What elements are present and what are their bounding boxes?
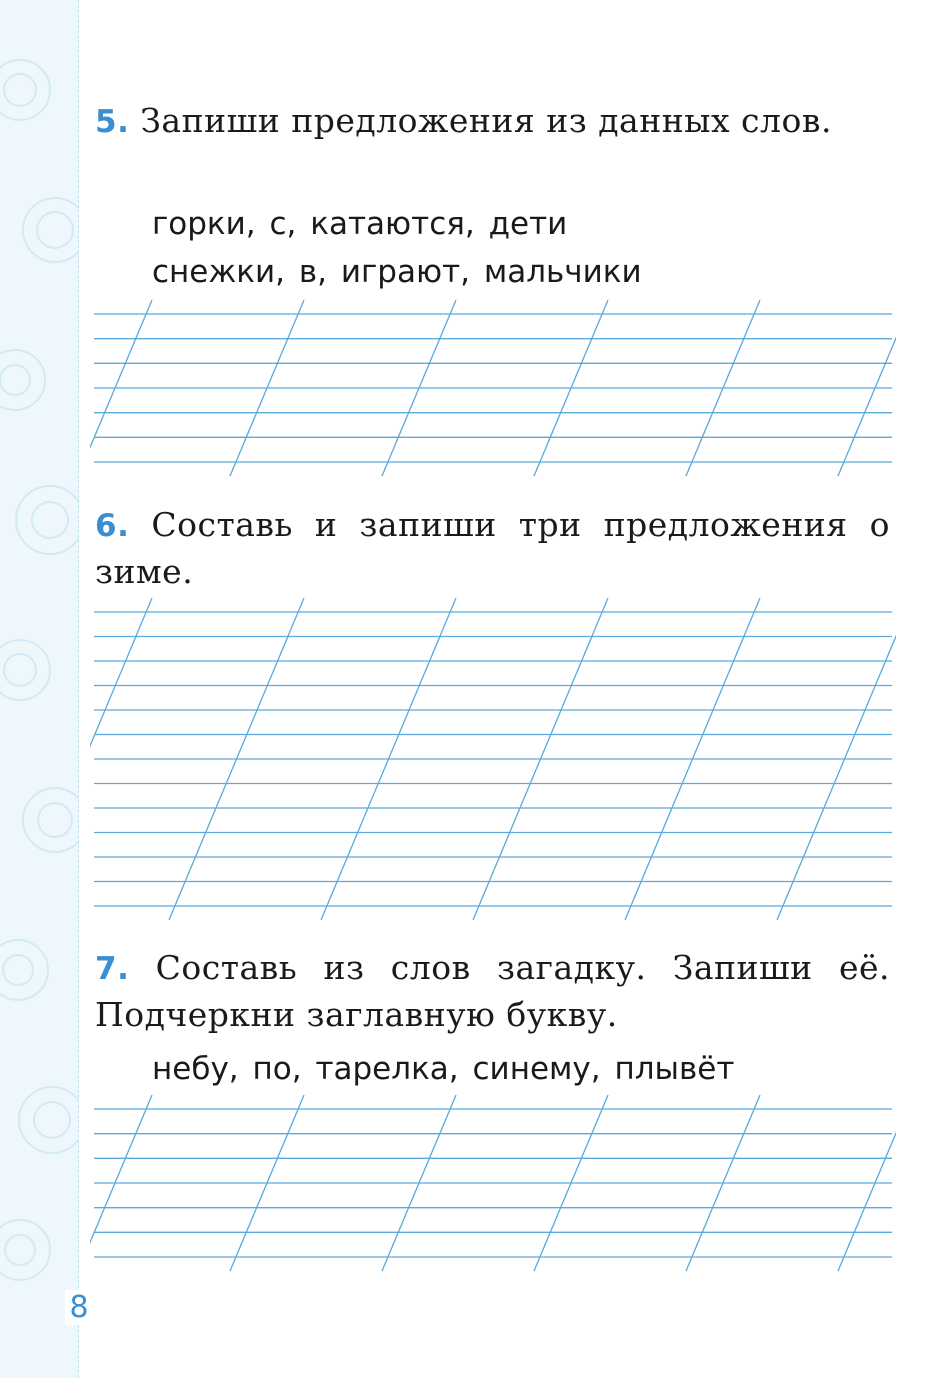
decorative-margin [0, 0, 79, 1378]
word-list [152, 200, 642, 296]
task-number: 5. [95, 104, 130, 140]
task-6-instruction [95, 502, 890, 595]
swirl-pattern [0, 0, 78, 1378]
word-line: снежки, в, играют, мальчики [152, 254, 642, 290]
writing-lines-task-6[interactable] [90, 598, 896, 920]
task-text: Составь из слов загадку. Запиши её. Подчеркни заглавную букву. [95, 948, 890, 1034]
word-line: небу, по, тарелка, синему, плывёт [152, 1051, 735, 1087]
task-text: Запиши предложения из данных слов. [140, 101, 832, 140]
writing-lines-task-7[interactable] [90, 1095, 896, 1271]
task-7-instruction [95, 945, 890, 1038]
word-line: горки, с, катаются, дети [152, 206, 568, 242]
task-5-instruction [95, 98, 890, 145]
task-text: Составь и запиши три предложения о зиме. [95, 505, 890, 591]
task-number: 7. [95, 951, 130, 987]
writing-lines-task-5[interactable] [90, 300, 896, 476]
word-list [152, 1045, 734, 1093]
page-number: 8 [65, 1290, 93, 1325]
task-number: 6. [95, 508, 130, 544]
